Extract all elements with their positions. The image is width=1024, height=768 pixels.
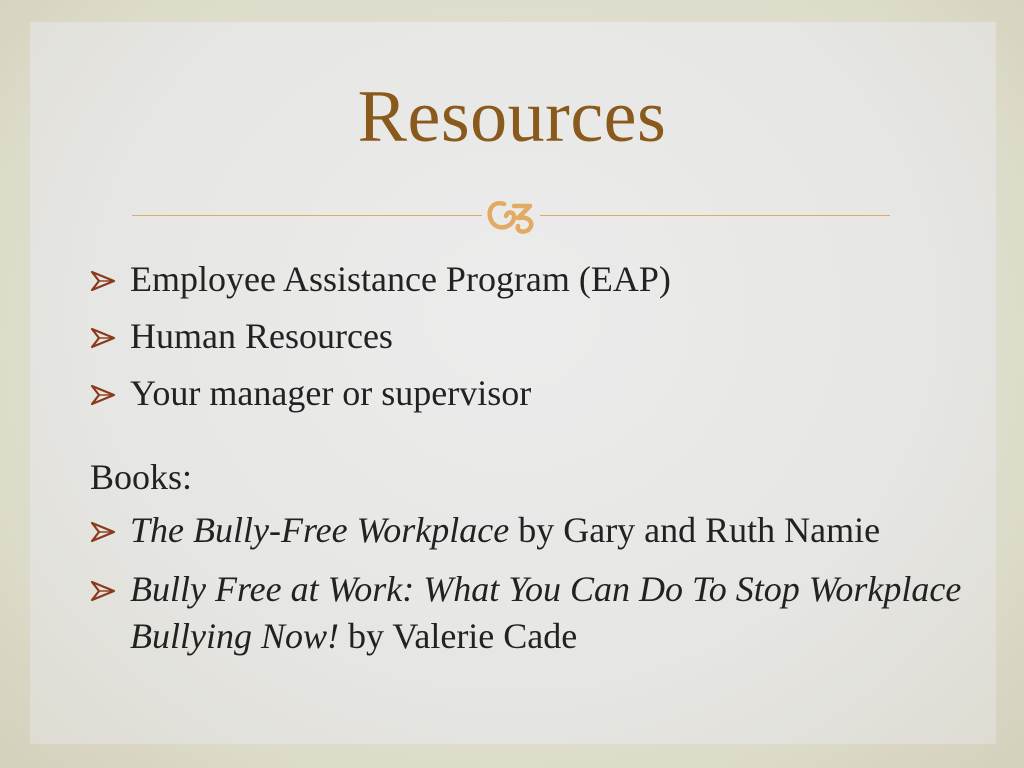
swash-ornament-icon <box>484 196 540 236</box>
list-item <box>90 507 970 554</box>
arrowhead-bullet-icon <box>90 327 118 349</box>
list-item <box>90 370 970 417</box>
resource-list <box>90 256 970 417</box>
title-divider-left <box>132 215 482 216</box>
book-byline: by Gary and Ruth Namie <box>509 510 881 550</box>
slide-title: Resources <box>357 76 667 158</box>
arrowhead-bullet-icon <box>90 270 118 292</box>
list-item <box>90 566 970 660</box>
book-title: Bully Free at Work: What You Can Do To Stop Workplace Bullying Now! <box>130 569 962 656</box>
resource-text: Employee Assistance Program (EAP) <box>130 259 671 299</box>
arrowhead-bullet-icon <box>90 384 118 406</box>
books-heading: Books: <box>90 457 193 497</box>
arrowhead-bullet-icon <box>90 580 118 602</box>
slide-content <box>90 256 970 672</box>
resource-text: Human Resources <box>130 316 393 356</box>
book-byline: by Valerie Cade <box>339 616 578 656</box>
list-item <box>90 313 970 360</box>
resource-text: Your manager or supervisor <box>130 373 532 413</box>
title-divider-right <box>540 215 890 216</box>
book-list <box>90 507 970 660</box>
book-title: The Bully-Free Workplace <box>130 510 510 550</box>
list-item <box>90 256 970 303</box>
arrowhead-bullet-icon <box>90 521 118 543</box>
